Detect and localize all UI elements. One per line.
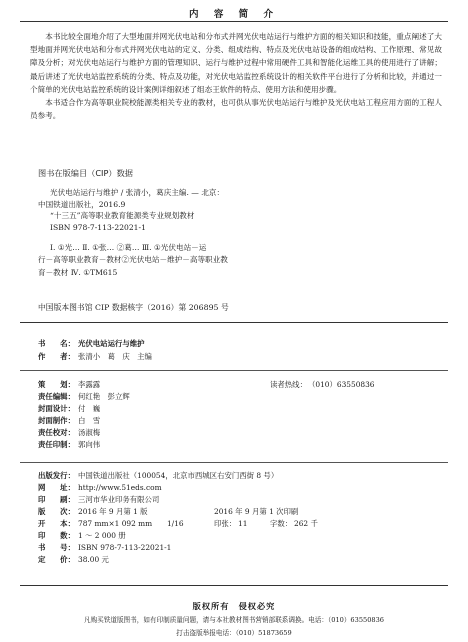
book-title: 光伏电站运行与维护 <box>78 339 145 348</box>
editor: 何红艳 彭立辉 <box>78 392 130 401</box>
cip-class-line-2: 行－高等职业教育－教材②光伏电站－维护－高等职业教 <box>38 255 228 265</box>
cip-heading: 图书在版编目（CIP）数据 <box>38 168 133 178</box>
cip-line-1: 光伏电站运行与维护 / 张清小，葛庆主编. — 北京： <box>50 188 225 197</box>
rule-footer-top <box>20 585 448 586</box>
summary-text <box>30 30 442 122</box>
proofreader: 汤淑梅 <box>78 428 101 437</box>
publisher: 中国铁道出版社（100054，北京市西城区右安门西街 8 号） <box>78 471 279 480</box>
copies-label: 印 数： <box>38 531 75 540</box>
rule-book-bottom <box>20 370 448 371</box>
summary-paragraph-1: 本书比较全面地介绍了大型地面并网光伏电站和分布式并网光伏电站运行与维护方面的相关知识和技能，重点阐述了大型地面并网光伏电站和分布式并网光伏电站的定义、分类、组成结构、特点及光伏电站设备的组成结构、工作原理、常见故障及分析；对光伏电站运行与维护方面的管理知识、运行与维护过程中常用硬件工具和智能化运维工具的使用进行了讲解；最后讲述了光伏电站监控系统的分类、特点及功能，对光伏电站监控系统设计的相关软件平台进行了分析和比较，并通过一个简单的光伏电站监控系统的设计案例详细叙述了组态王软件的特点、使用方法和使用步骤。 <box>30 32 442 94</box>
copies: 1 ～ 2 000 册 <box>78 531 126 540</box>
book-author: 张清小 葛 庆 主编 <box>78 352 152 361</box>
editor-label: 责任编辑： <box>38 392 75 401</box>
planner-label: 策 划： <box>38 380 75 389</box>
isbn: ISBN 978-7-113-22021-1 <box>78 543 172 552</box>
publisher-label: 出版发行： <box>38 471 75 480</box>
proofreader-label: 责任校对： <box>38 428 75 437</box>
wordcount: 262 千 <box>294 519 318 528</box>
cover-design-label: 封面设计： <box>38 404 75 413</box>
cip-line-4: ISBN 978-7-113-22021-1 <box>50 222 146 232</box>
format-label: 开 本： <box>38 519 75 528</box>
format: 787 mm×1 092 mm 1/16 <box>78 519 184 528</box>
cip-class-line-3: 育－教材 Ⅳ. ①TM615 <box>38 267 118 277</box>
summary-heading: 内 容 简 介 <box>189 9 279 20</box>
cip-record-number: 中国版本图书馆 CIP 数据核字（2016）第 206895 号 <box>38 303 229 312</box>
wordcount-label: 字数： <box>270 519 293 528</box>
rule-staff-bottom <box>20 462 448 463</box>
hotline-label: 读者热线： <box>270 380 307 389</box>
planner: 李露露 <box>78 380 101 389</box>
printer: 三河市华业印务有限公司 <box>78 495 160 504</box>
edition: 2016 年 9 月第 1 版 <box>78 507 148 516</box>
summary-paragraph-2: 本书适合作为高等职业院校能源类相关专业的教材，也可供从事光伏电站运行与维护及光伏电站工程应用方面的工程人员参考。 <box>30 98 442 121</box>
cover-production-label: 封面制作： <box>38 416 75 425</box>
printing: 郭向伟 <box>78 440 101 449</box>
cip-class-line-1: Ⅰ. ①光… Ⅱ. ①张… ②葛… Ⅲ. ①光伏电站－运 <box>50 243 207 252</box>
book-author-label: 作 者： <box>38 352 75 361</box>
sheets: 11 <box>238 519 248 528</box>
cover-design: 付 巍 <box>78 404 101 413</box>
cip-entry <box>38 187 438 233</box>
cip-classification <box>38 242 438 279</box>
price: 38.00 元 <box>78 555 109 564</box>
website-label: 网 址： <box>38 483 75 492</box>
print-run: 2016 年 9 月第 1 次印刷 <box>214 507 299 516</box>
antipiracy-hotline: 打击盗版举报电话：（010）51873659 <box>176 629 292 637</box>
hotline: （010）63550836 <box>308 380 375 389</box>
copyright-notice: 凡购买铁道版图书，如有印制质量问题，请与本社教材图书营销部联系调换。电话：（010）63550836 <box>83 616 384 624</box>
copyright-notice-title: 版权所有 侵权必究 <box>192 601 276 611</box>
cover-production: 白 雪 <box>78 416 101 425</box>
isbn-label: 书 号： <box>38 543 75 552</box>
book-title-label: 书 名： <box>38 339 75 348</box>
top-rule <box>20 21 448 22</box>
rule-cip-bottom <box>20 322 448 323</box>
website: http://www.51eds.com <box>78 483 162 492</box>
printing-label: 责任印制： <box>38 440 75 449</box>
edition-label: 版 次： <box>38 507 75 516</box>
sheets-label: 印张： <box>214 519 237 528</box>
cip-line-2: 中国铁道出版社，2016.9 <box>38 199 126 209</box>
price-label: 定 价： <box>38 555 75 564</box>
cip-line-3: “十三五”高等职业教育能源类专业规划教材 <box>50 211 195 221</box>
printer-label: 印 刷： <box>38 495 75 504</box>
